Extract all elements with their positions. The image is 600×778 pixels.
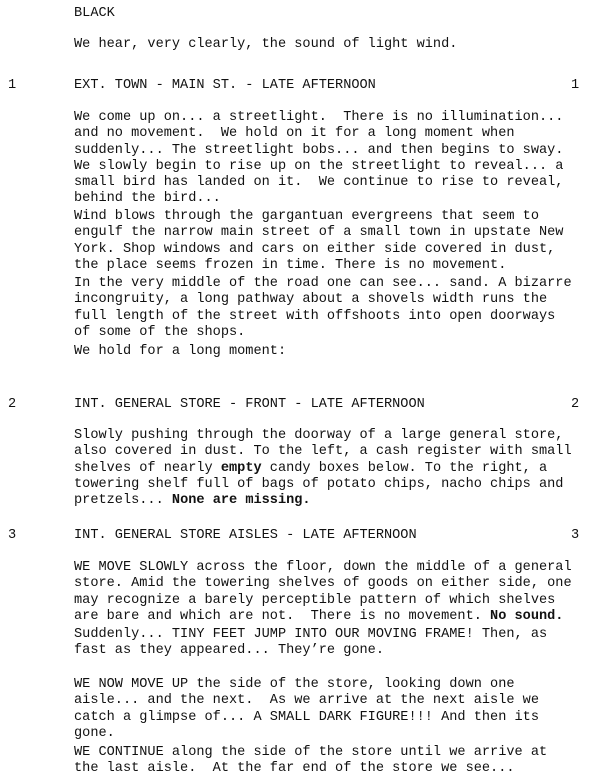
- action-line: Slowly pushing through the doorway of a large general store,: [74, 428, 564, 443]
- action-line: We come up on... a streetlight. There is no illumination...: [74, 110, 564, 125]
- action-line: [74, 493, 594, 509]
- action-line: behind the bird...: [74, 191, 221, 207]
- action-line: small bird has landed on it. We continue to rise to reveal,: [74, 175, 564, 191]
- action-line: Suddenly... TINY FEET JUMP INTO OUR MOVING FRAME! Then, as: [74, 627, 548, 642]
- action-line: catch a glimpse of... A SMALL DARK FIGURE!!! And then its: [74, 709, 539, 725]
- scene-number-left: 3: [8, 528, 17, 543]
- action-paragraph: [74, 344, 594, 360]
- action-line: We hold for a long moment:: [74, 344, 287, 359]
- action-line: the last aisle. At the far end of the store we see...: [74, 761, 515, 777]
- action-paragraph: [74, 276, 594, 341]
- action-line: WE NOW MOVE UP the side of the store, looking down one: [74, 677, 515, 692]
- scene-number-right: 1: [571, 78, 580, 93]
- scene-number-left: 2: [8, 397, 17, 412]
- action-paragraph: [74, 745, 594, 778]
- scene-heading: EXT. TOWN - MAIN ST. - LATE AFTERNOON: [74, 78, 376, 93]
- action-line: store. Amid the towering shelves of goods on either side, one: [74, 576, 572, 592]
- action-line: suddenly... The streetlight bobs... and then begins to sway.: [74, 142, 564, 158]
- action-line: We slowly begin to rise up on the streetlight to reveal... a: [74, 158, 564, 174]
- action-line: WE MOVE SLOWLY across the floor, down the middle of a general: [74, 560, 572, 575]
- action-line: Wind blows through the gargantuan evergreens that seem to: [74, 209, 539, 224]
- emphasis-text: empty: [220, 460, 262, 476]
- action-line: incongruity, a long pathway about a shovels width runs the: [74, 292, 548, 308]
- action-paragraph: [74, 677, 594, 742]
- action-line: also covered in dust. To the left, a cash register with small: [74, 444, 572, 460]
- emphasis-text: None are missing.: [171, 493, 311, 509]
- action-line: gone.: [74, 725, 115, 741]
- action-line: [74, 461, 594, 477]
- scene-number-right: 2: [571, 397, 580, 412]
- scene-heading: INT. GENERAL STORE - FRONT - LATE AFTERNOON: [74, 397, 425, 412]
- action-paragraph: [74, 209, 594, 274]
- action-line: and no movement. We hold on it for a long moment when: [74, 126, 515, 142]
- action-line: fast as they appeared... They’re gone.: [74, 643, 384, 659]
- scene-heading: INT. GENERAL STORE AISLES - LATE AFTERNOON: [74, 528, 417, 543]
- action-paragraph: [74, 428, 594, 509]
- action-text: shelves of nearly: [74, 460, 221, 476]
- action-line: may recognize a barely perceptible pattern of which shelves: [74, 592, 556, 608]
- action-line: engulf the narrow main street of a small town in upstate New: [74, 225, 564, 241]
- action-text: are bare and which are not. There is no movement.: [74, 608, 491, 624]
- action-text: candy boxes below. To the right, a: [261, 460, 548, 476]
- action-line: of some of the shops.: [74, 324, 246, 340]
- action-line: aisle... and the next. As we arrive at the next aisle we: [74, 693, 539, 709]
- action-paragraph: [74, 560, 594, 625]
- transition-black: BLACK: [74, 6, 115, 21]
- action-line: In the very middle of the road one can see... sand. A bizarre: [74, 276, 572, 291]
- action-line: [74, 609, 594, 625]
- action-line: full length of the street with offshoots into open doorways: [74, 308, 556, 324]
- action-paragraph: [74, 110, 594, 208]
- intro-action: We hear, very clearly, the sound of light wind.: [74, 37, 458, 52]
- action-line: York. Shop windows and cars on either side covered in dust,: [74, 241, 556, 257]
- action-line: the place seems frozen in time. There is no movement.: [74, 257, 507, 273]
- scene-number-right: 3: [571, 528, 580, 543]
- scene-number-left: 1: [8, 78, 17, 93]
- action-paragraph: [74, 627, 594, 660]
- action-text: pretzels...: [74, 493, 172, 509]
- action-line: towering shelf full of bags of potato chips, nacho chips and: [74, 476, 564, 492]
- emphasis-text: No sound.: [490, 608, 564, 624]
- action-line: WE CONTINUE along the side of the store until we arrive at: [74, 745, 548, 760]
